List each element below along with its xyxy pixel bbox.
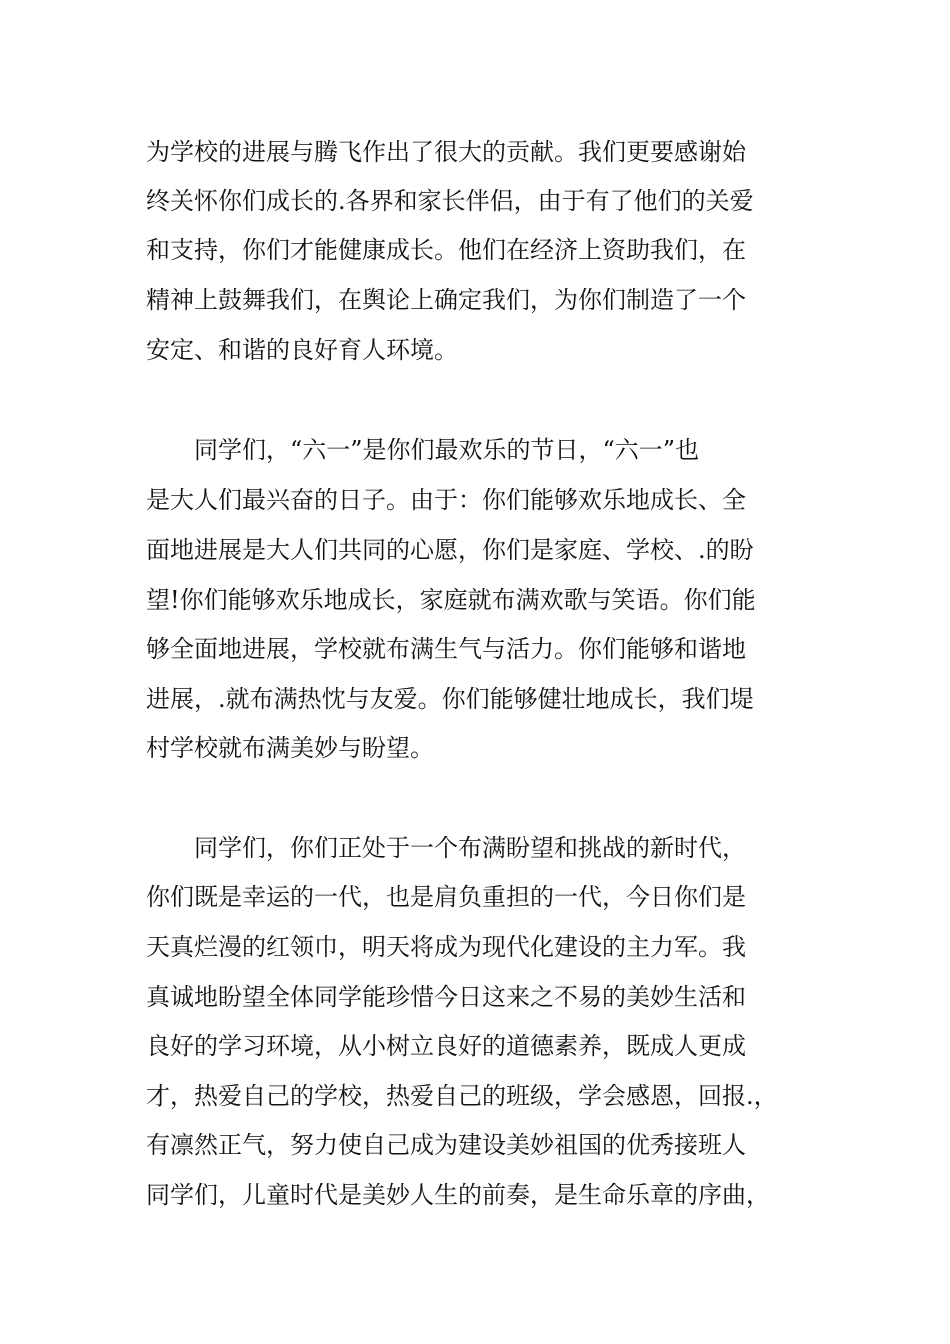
text-line: 同学们，儿童时代是美妙人生的前奏，是生命乐章的序曲， bbox=[146, 1181, 770, 1209]
text-line: 够全面地进展，学校就布满生气与活力。你们能够和谐地 bbox=[146, 635, 746, 663]
text-line: 为学校的进展与腾飞作出了很大的贡献。我们更要感谢始 bbox=[146, 138, 746, 166]
text-line: 望!你们能够欢乐地成长，家庭就布满欢歌与笑语。你们能 bbox=[146, 586, 756, 614]
text-line: 真诚地盼望全体同学能珍惜今日这来之不易的美妙生活和 bbox=[146, 983, 746, 1011]
text-line: 精神上鼓舞我们，在舆论上确定我们，为你们制造了一个 bbox=[146, 286, 746, 314]
text-line: 面地进展是大人们共同的心愿，你们是家庭、学校、.的盼 bbox=[146, 536, 754, 564]
text-line: 同学们，你们正处于一个布满盼望和挑战的新时代， bbox=[146, 834, 746, 862]
text-line: 进展，.就布满热忱与友爱。你们能够健壮地成长，我们堤 bbox=[146, 685, 754, 713]
text-line: 良好的学习环境，从小树立良好的道德素养，既成人更成 bbox=[146, 1032, 746, 1060]
text-line: 是大人们最兴奋的日子。由于：你们能够欢乐地成长、全 bbox=[146, 486, 746, 514]
text-line: 你们既是幸运的一代，也是肩负重担的一代，今日你们是 bbox=[146, 883, 746, 911]
text-line: 终关怀你们成长的.各界和家长伴侣，由于有了他们的关爱 bbox=[146, 187, 754, 215]
text-line: 才，热爱自己的学校，热爱自己的班级，学会感恩，回报.， bbox=[146, 1082, 778, 1110]
text-line: 天真烂漫的红领巾，明天将成为现代化建设的主力军。我 bbox=[146, 933, 746, 961]
text-line: 和支持，你们才能健康成长。他们在经济上资助我们，在 bbox=[146, 236, 746, 264]
text-line: 安定、和谐的良好育人环境。 bbox=[146, 336, 458, 364]
text-line: 有凛然正气，努力使自己成为建设美妙祖国的优秀接班人 bbox=[146, 1131, 746, 1159]
text-line: 村学校就布满美妙与盼望。 bbox=[146, 734, 434, 762]
text-line: 同学们，“六一”是你们最欢乐的节日，“六一”也 bbox=[146, 436, 700, 464]
